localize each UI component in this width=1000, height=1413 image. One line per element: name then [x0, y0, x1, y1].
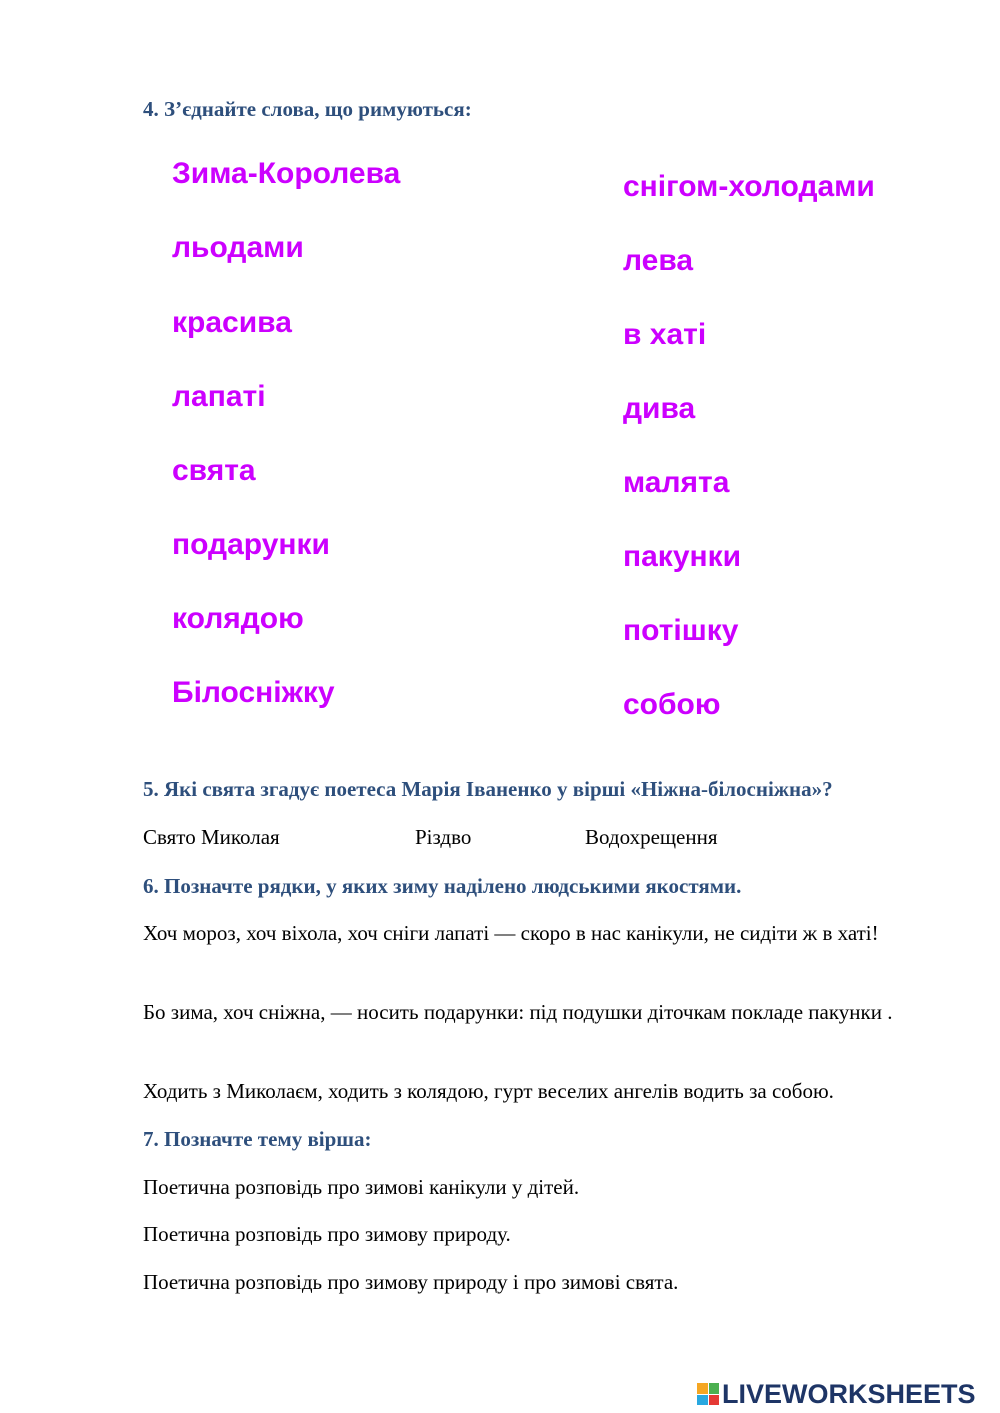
- match-left-word[interactable]: Білосніжку: [172, 676, 335, 709]
- match-right-word[interactable]: в хаті: [623, 318, 707, 351]
- question-5-title: 5. Які свята згадує поетеса Марія Іваненко у вірші «Ніжна-білосніжна»?: [143, 777, 833, 801]
- q7-theme-option[interactable]: Поетична розповідь про зимову природу і про зимові свята.: [143, 1270, 679, 1294]
- q7-theme-option[interactable]: Поетична розповідь про зимові канікули у дітей.: [143, 1175, 580, 1199]
- match-left-word[interactable]: льодами: [172, 231, 304, 264]
- liveworksheets-logo: [697, 1378, 976, 1410]
- match-right-word[interactable]: собою: [623, 688, 721, 721]
- question-4-title: 4. З’єднайте слова, що римуються:: [143, 97, 472, 121]
- q7-theme-option[interactable]: Поетична розповідь про зимову природу.: [143, 1222, 511, 1246]
- match-right-word[interactable]: дива: [623, 392, 696, 425]
- q5-option-rizdvo[interactable]: Різдво: [415, 825, 472, 849]
- liveworksheets-logo-icon: [697, 1383, 719, 1405]
- q6-line-option[interactable]: Ходить з Миколаєм, ходить з колядою, гурт веселих ангелів водить за собою.: [143, 1079, 834, 1103]
- match-left-word[interactable]: красива: [172, 306, 292, 339]
- match-right-word[interactable]: снігом-холодами: [623, 170, 875, 203]
- q6-line-option[interactable]: Бо зима, хоч сніжна, — носить подарунки: під подушки діточкам покладе пакунки .: [143, 1000, 893, 1024]
- match-right-word[interactable]: малята: [623, 466, 730, 499]
- match-right-word[interactable]: лева: [623, 244, 694, 277]
- match-left-word[interactable]: колядою: [172, 602, 304, 635]
- question-6-title: 6. Позначте рядки, у яких зиму наділено людськими якостями.: [143, 874, 742, 898]
- q5-option-mykolai[interactable]: Свято Миколая: [143, 825, 280, 849]
- question-7-title: 7. Позначте тему вірша:: [143, 1127, 372, 1151]
- match-left-word[interactable]: свята: [172, 454, 256, 487]
- match-right-word[interactable]: пакунки: [623, 540, 742, 573]
- match-left-word[interactable]: Зима-Королева: [172, 157, 401, 190]
- match-left-word[interactable]: лапаті: [172, 380, 266, 413]
- liveworksheets-logo-text: LIVEWORKSHEETS: [722, 1378, 976, 1409]
- q5-option-vodokhreshchennia[interactable]: Водохрещення: [585, 825, 718, 849]
- match-right-word[interactable]: потішку: [623, 614, 739, 647]
- match-left-word[interactable]: подарунки: [172, 528, 330, 561]
- q6-line-option[interactable]: Хоч мороз, хоч віхола, хоч сніги лапаті — скоро в нас канікули, не сидіти ж в хаті!: [143, 921, 879, 945]
